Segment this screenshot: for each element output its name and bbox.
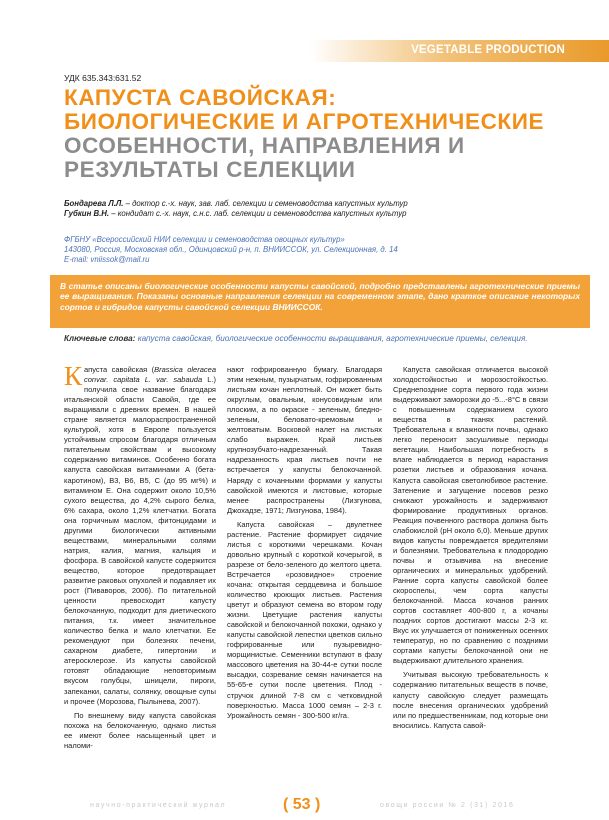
paragraph: нают гофрированную бумагу. Благодаря этим нежным, пузырчатым, гофрированным листьям кочан неплотный. Он может быть округлым, овальным, конусовидным или плоским, а по окраске - зеленым, бледно-зеленым, беловато-кремовым и желтоватым. Восковой налет на листьях слабо выражен. Край листьев крупнозубчато-надрезанный. Такая надрезанность края листьев почти не встречается у капусты белокочанной. Наряду с кочанными формами у капусты савойской имеются и листовые, которые менее распространены (Лизгунова, Джохадзе, 1971; Лизгунова, 1984). — [227, 365, 382, 515]
drop-cap: К — [64, 361, 83, 391]
paragraph — [64, 361, 216, 707]
latin-name: Brassica oleracea convar. capitata L. var. sabauda — [84, 365, 216, 385]
title-line-4: РЕЗУЛЬТАТЫ СЕЛЕКЦИИ — [64, 157, 356, 182]
author-2-name: Губкин В.Н. — [64, 209, 110, 218]
abstract-box — [50, 275, 590, 328]
body-column-1 — [64, 361, 216, 751]
body-column-2 — [227, 365, 382, 721]
organization-address: 143080, Россия, Московская обл., Одинцовский р-н, п. ВНИИССОК, ул. Селекционная, д. 14 — [64, 245, 398, 254]
title-line-3: ОСОБЕННОСТИ, НАПРАВЛЕНИЯ И — [64, 133, 465, 158]
paragraph: Капуста савойская отличается высокой холодостойкостью и морозостойкостью. Среднепоздние сорта первого года жизни выдерживают заморозки до -5...-8°С в связи с повышенным содержанием сухого вещества в тканях растений. Требовательна к влажности почвы, однако легко переносит засушливые периоды вегетации. Наибольшая потребность в влаге наблюдается в период нарастания розетки листьев и образования кочана. Капуста савойская светолюбивое растение. Затенение и загущение посевов резко снижают урожайность и задерживают формирование продуктивных органов. Реакция почвенного раствора должна быть слабокислой (рН около 6,0). Меньше других видов капусты повреждается вредителями и болезнями. Требовательна к плодородию почвы и отзывчива на внесение органических и минеральных удобрений. Ранние сорта капусты савойской более скороспелы, чем сорта капусты белокочанной. Масса кочанов ранних сортов составляет 400-800 г, а кочаны поздних сортов достигают массы 2-3 кг. Вкус их улучшается от пониженных осенних температур, но по сравнению с поздними сортами капусты белокочанной они не выдерживают длительного хранения. — [393, 365, 548, 666]
udk-code: УДК 635.343:631.52 — [64, 73, 142, 83]
body-column-3 — [393, 365, 548, 731]
keywords — [64, 334, 584, 344]
keywords-label: Ключевые слова: — [64, 334, 136, 343]
keywords-text: капуста савойская, биологические особенности выращивания, агротехнические приемы, селекция. — [135, 334, 528, 343]
footer-journal-name: овощи россии № 2 (31) 2016 — [380, 802, 515, 809]
paragraph: Учитывая высокую требовательность к содержанию питательных веществ в почве, капусту савойскую следует размещать после внесения органических удобрений или по предшественникам, под которые они вносились. Капуста савой- — [393, 670, 548, 730]
author-2 — [64, 209, 564, 219]
title-line-1: КАПУСТА САВОЙСКАЯ: — [64, 85, 337, 110]
paragraph: По внешнему виду капуста савойская похожа на белокочанную, однако листья ее имеют более насыщенный цвет и наломи- — [64, 710, 216, 750]
paragraph-text: апуста савойская ( — [84, 365, 155, 374]
abstract-text: В статье описаны биологические особенности капусты савойской, подробно представлены агротехнические приемы ее выращивания. Показаны основные направления селекции на современном этапе, дано краткое описание некоторых сортов и гибридов капусты савойской селекции ВНИИССОК. — [60, 281, 580, 312]
footer-journal-type: научно-практический журнал — [90, 802, 227, 809]
organization-name: ФГБНУ «Всероссийский НИИ селекции и семеноводства овощных культур» — [64, 235, 345, 244]
paragraph-text: L.) получила свое название благодаря итальянской области Савойя, где ее выращивали с древних времен. В нашей стране является малораспространенной культурой, хотя в Европе пользуется устойчивым спросом благодаря отличным питательным свойствам и высокому содержанию витаминов. Особенно богата капуста савойская витаминами А (бета-каротином), В3, В6, В5, С (до 95 мг%) и витамином Е. Она содержит около 10,5% сухого вещества, до 4,2% сырого белка, 6% сахара, около 1,2% клетчатки. Богата она горчичным маслом, фитонцидами и другими биологически активными веществами, минеральными солями натрия, калия, магния, кальция и фосфора. В савойской капусте содержится вещество, которое предотвращает развитие раковых опухолей и подавляет их рост (Пиваворов, 2006). По питательной ценности превосходит капусту белокочанную, подходит для диетического питания, т.к. имеет значительное количество белка и мало клетчатки. Ее рекомендуют при болезнях печени, сахарном диабете, гипертонии и атеросклерозе. Из капусты савойской готовят обладающие неповторимым вкусом голубцы, шницели, пироги, запеканки, салаты, солянку, овощные супы и прочее (Морозова, Пылынева, 2007). — [64, 375, 216, 706]
author-1-name: Бондарева Л.Л. — [64, 199, 124, 208]
organization-email[interactable]: E-mail: vniissok@mail.ru — [64, 255, 150, 264]
title-line-2: БИОЛОГИЧЕСКИЕ И АГРОТЕХНИЧЕСКИЕ — [64, 109, 545, 134]
section-header-bar — [310, 40, 609, 62]
author-2-desc: – кондидат с.-х. наук, с.н.с. лаб. селекции и семеноводства капустных культур — [109, 209, 407, 218]
section-label: VEGETABLE PRODUCTION — [411, 44, 565, 56]
author-1 — [64, 199, 564, 209]
paragraph: Капуста савойская – двулетнее растение. Растение формирует сидячие листья с короткими черешками. Кочан довольно крупный с короткой кочерыгой, в разрезе от бело-зеленого до желтого цвета. Встречается «розовидное» строение кочана: открытая сердцевина и большое количество кроющих листьев. Растения цветут и образуют семена во втором году жизни. Цветущие растения капусты савойской и белокочанной похожи, однако у капусты савойской лепестки цветков сильно гофрированные или пузыревидно-морщинистые. Семенники вступают в фазу массового цветения на 30-44-е сутки после высадки, созревание семян начинается на 55-65-е сутки после цветения. Плод - стручок длиной 7-8 см с четковидной поверхностью. Масса 1000 семян – 2-3 г. Урожайность семян - 300-500 кг/га. — [227, 519, 382, 720]
page-footer — [0, 796, 609, 816]
page-number: ( 53 ) — [283, 796, 321, 813]
author-1-desc: – доктор с.-х. наук, зав. лаб. селекции и семеноводства капустных культур — [123, 199, 408, 208]
